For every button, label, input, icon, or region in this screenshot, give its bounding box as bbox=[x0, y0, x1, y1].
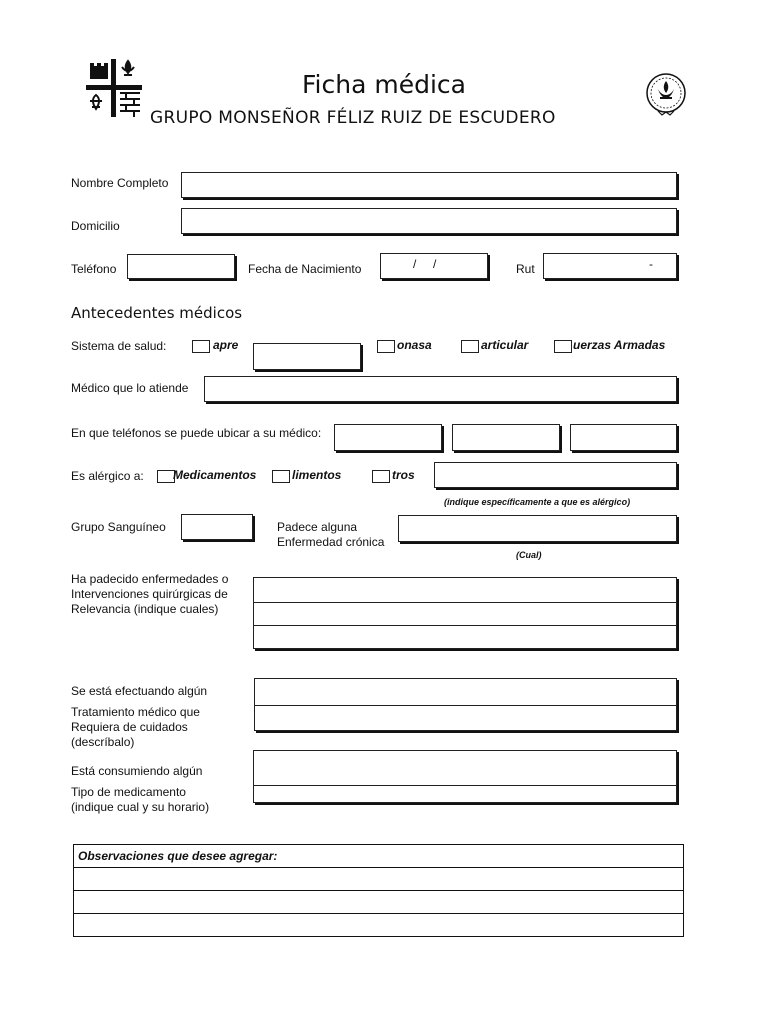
cirugias-label-line2: Intervenciones quirúrgicas de bbox=[71, 587, 228, 601]
tratamiento-row[interactable] bbox=[255, 679, 676, 706]
cirugias-field[interactable] bbox=[253, 577, 677, 649]
observaciones-row[interactable] bbox=[74, 914, 684, 937]
domicilio-label: Domicilio bbox=[71, 219, 120, 233]
observaciones-table bbox=[73, 844, 684, 937]
tratamiento-label-line1: Se está efectuando algún bbox=[71, 684, 208, 698]
telefonos-medico-label: En que teléfonos se puede ubicar a su médico: bbox=[71, 426, 322, 440]
observaciones-header: Observaciones que desee agregar: bbox=[74, 845, 684, 868]
cronica-field[interactable] bbox=[398, 515, 677, 542]
tratamiento-row[interactable] bbox=[255, 706, 676, 730]
tratamiento-field[interactable] bbox=[254, 678, 677, 731]
nombre-field[interactable] bbox=[181, 172, 677, 198]
sistema-salud-label: Sistema de salud: bbox=[71, 339, 167, 353]
medico-field[interactable] bbox=[204, 376, 677, 402]
cronica-label-line1: Padece alguna bbox=[277, 520, 358, 534]
fonasa-option-label: onasa bbox=[397, 338, 432, 352]
rut-label: Rut bbox=[516, 262, 535, 276]
cronica-note: (Cual) bbox=[516, 550, 542, 560]
nombre-label: Nombre Completo bbox=[71, 176, 169, 190]
medicamento-label-line2: Tipo de medicamento bbox=[71, 785, 186, 799]
cirugias-label bbox=[71, 572, 228, 617]
grupo-sanguineo-label: Grupo Sanguíneo bbox=[71, 520, 166, 534]
cirugias-row[interactable] bbox=[254, 578, 676, 603]
alimentos-option-label: limentos bbox=[292, 468, 342, 482]
domicilio-field[interactable] bbox=[181, 208, 677, 234]
tratamiento-label-line2: Tratamiento médico que bbox=[71, 705, 200, 719]
page-title: Ficha médica bbox=[302, 70, 466, 99]
alergias-note: (indique específicamente a que es alérgico) bbox=[444, 497, 631, 507]
medicamento-label-line1: Está consumiendo algún bbox=[71, 764, 203, 778]
tratamiento-label bbox=[71, 684, 207, 750]
telefono-label: Teléfono bbox=[71, 262, 117, 276]
otros-checkbox[interactable] bbox=[372, 470, 390, 483]
tratamiento-label-line4: (descríbalo) bbox=[71, 735, 135, 749]
grupo-sanguineo-field[interactable] bbox=[181, 514, 253, 540]
telefono-medico-field-3[interactable] bbox=[570, 424, 677, 451]
observaciones-row[interactable] bbox=[74, 891, 684, 914]
isapre-option-label: apre bbox=[213, 338, 239, 352]
medicamento-row[interactable] bbox=[254, 751, 676, 786]
cronica-label-line2: Enfermedad crónica bbox=[277, 535, 385, 549]
alergias-field[interactable] bbox=[434, 462, 677, 488]
fecha-nacimiento-value: / / bbox=[413, 257, 437, 271]
alergico-label: Es alérgico a: bbox=[71, 469, 144, 483]
otros-option-label: tros bbox=[392, 468, 415, 482]
fuerzas-armadas-checkbox[interactable] bbox=[554, 340, 572, 353]
fecha-nacimiento-label: Fecha de Nacimiento bbox=[248, 262, 362, 276]
telefono-field[interactable] bbox=[127, 254, 235, 279]
cirugias-label-line3: Relevancia (indique cuales) bbox=[71, 602, 219, 616]
rut-value: - bbox=[649, 257, 653, 271]
particular-checkbox[interactable] bbox=[461, 340, 479, 353]
fuerzas-armadas-option-label: uerzas Armadas bbox=[573, 338, 666, 352]
fonasa-checkbox[interactable] bbox=[377, 340, 395, 353]
medicamentos-option-label: Medicamentos bbox=[173, 468, 257, 482]
rut-field[interactable] bbox=[543, 253, 677, 279]
isapre-checkbox[interactable] bbox=[192, 340, 210, 353]
telefono-medico-field-1[interactable] bbox=[334, 424, 442, 451]
cirugias-row[interactable] bbox=[254, 603, 676, 626]
cirugias-row[interactable] bbox=[254, 626, 676, 648]
section-title: Antecedentes médicos bbox=[71, 304, 243, 322]
fecha-nacimiento-field[interactable] bbox=[380, 253, 488, 279]
telefono-medico-field-2[interactable] bbox=[452, 424, 560, 451]
medicamento-label bbox=[71, 764, 209, 815]
medicamento-label-line3: (indique cual y su horario) bbox=[71, 800, 210, 814]
tratamiento-label-line3: Requiera de cuidados bbox=[71, 720, 188, 734]
observaciones-row[interactable] bbox=[74, 868, 684, 891]
medico-label: Médico que lo atiende bbox=[71, 381, 189, 395]
alimentos-checkbox[interactable] bbox=[272, 470, 290, 483]
particular-option-label: articular bbox=[481, 338, 529, 352]
isapre-name-field[interactable] bbox=[253, 343, 361, 370]
cirugias-label-line1: Ha padecido enfermedades o bbox=[71, 572, 229, 586]
page-subtitle: GRUPO MONSEÑOR FÉLIZ RUIZ DE ESCUDERO bbox=[150, 108, 556, 128]
medicamento-row[interactable] bbox=[254, 786, 676, 802]
medicamento-field[interactable] bbox=[253, 750, 677, 803]
